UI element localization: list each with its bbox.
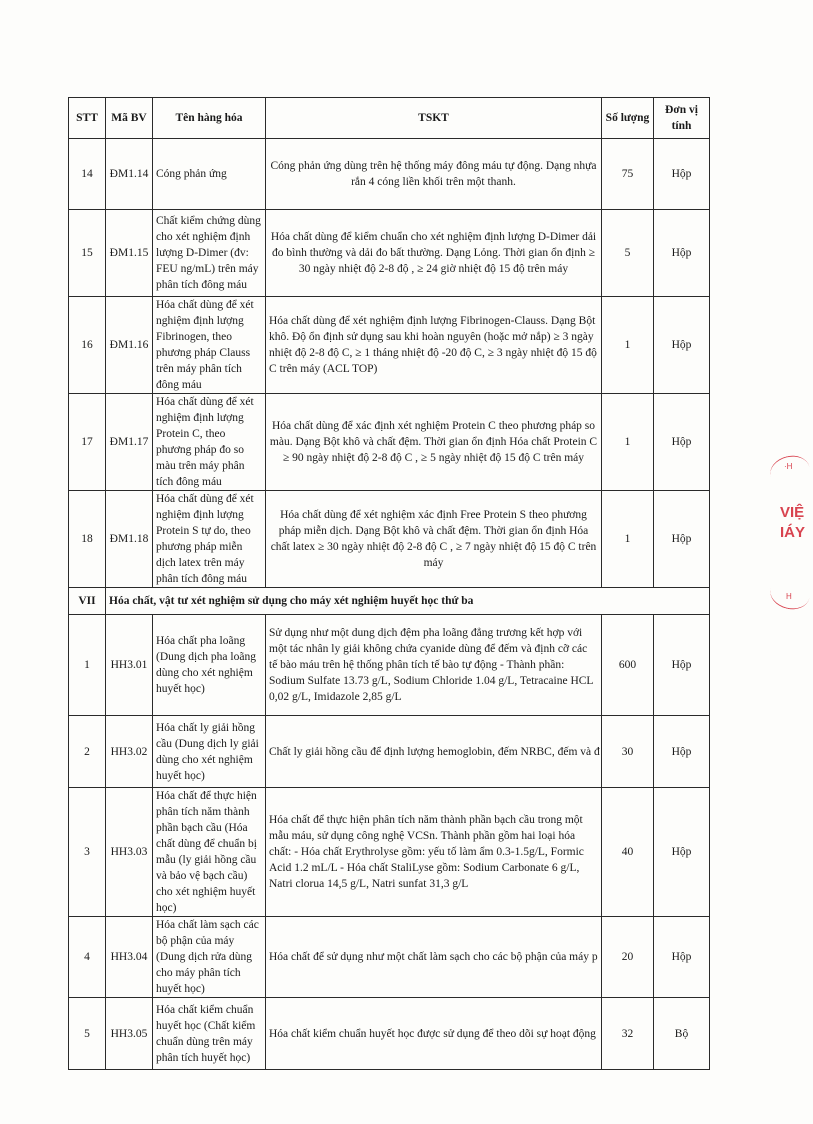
table-row (69, 210, 710, 297)
section-title: Hóa chất, vật tư xét nghiệm sử dụng cho máy xét nghiệm huyết học thứ ba (106, 588, 710, 615)
section-row (69, 588, 710, 615)
cell-ten: Hóa chất dùng để xét nghiệm định lượng Fibrinogen, theo phương pháp Clauss trên máy phân tích đông máu (153, 297, 266, 394)
cell-tskt: Hóa chất kiểm chuẩn huyết học được sử dụng để theo dõi sự hoạt động (266, 998, 602, 1070)
table-header-row (69, 98, 710, 139)
cell-so-luong: 600 (602, 615, 654, 716)
header-ten-hang-hoa: Tên hàng hóa (153, 98, 266, 139)
cell-ma-bv: ĐM1.14 (106, 139, 153, 210)
cell-so-luong: 75 (602, 139, 654, 210)
cell-don-vi: Bộ (654, 998, 710, 1070)
cell-ten: Chất kiểm chứng dùng cho xét nghiệm định lượng D-Dimer (đv: FEU ng/mL) trên máy phân tích đông máu (153, 210, 266, 297)
cell-ten: Hóa chất để thực hiện phân tích năm thành phần bạch cầu (Hóa chất dùng để chuẩn bị mẫu (ly giải hồng cầu và bảo vệ bạch cầu) cho xét nghiệm huyết học) (153, 788, 266, 917)
cell-stt: 18 (69, 491, 106, 588)
header-tskt: TSKT (266, 98, 602, 139)
table-row (69, 297, 710, 394)
cell-tskt: Hóa chất để thực hiện phân tích năm thành phần bạch cầu trong một mẫu máu, sử dụng công nghệ VCSn. Thành phần gồm hai loại hóa chất: - Hóa chất Erythrolyse gồm: yếu tố làm ẩm 0.3-1.5g/L, Formic Acid 1.2 mL/L - Hóa chất StaliLyse gồm: Sodium Carbonate 6 g/L, Natri clorua 14,5 g/L, Natri sunfat 31,3 g/L (266, 788, 602, 917)
cell-ten: Hóa chất kiểm chuẩn huyết học (Chất kiểm chuẩn dùng trên máy phân tích huyết học) (153, 998, 266, 1070)
cell-don-vi: Hộp (654, 139, 710, 210)
cell-ten: Hóa chất dùng để xét nghiệm định lượng Protein C, theo phương pháp đo so màu trên máy phân tích đông máu (153, 394, 266, 491)
cell-tskt: Chất ly giải hồng cầu để định lượng hemoglobin, đếm NRBC, đếm và đ (266, 716, 602, 788)
cell-ten: Hóa chất dùng để xét nghiệm định lượng Protein S tự do, theo phương pháp miễn dịch latex trên máy phân tích đông máu (153, 491, 266, 588)
cell-stt: 1 (69, 615, 106, 716)
cell-ma-bv: HH3.05 (106, 998, 153, 1070)
cell-tskt: Cóng phản ứng dùng trên hệ thống máy đông máu tự động. Dạng nhựa rắn 4 cóng liền khối trên một thanh. (266, 139, 602, 210)
table-row (69, 139, 710, 210)
table-row (69, 998, 710, 1070)
cell-so-luong: 1 (602, 394, 654, 491)
cell-stt: 2 (69, 716, 106, 788)
cell-stt: 15 (69, 210, 106, 297)
table-row (69, 716, 710, 788)
cell-stt: 4 (69, 917, 106, 998)
cell-ma-bv: HH3.03 (106, 788, 153, 917)
cell-don-vi: Hộp (654, 394, 710, 491)
cell-tskt: Hóa chất dùng để xét nghiệm định lượng Fibrinogen-Clauss. Dạng Bột khô. Độ ổn định sử dụng sau khi hoàn nguyên (hoặc mở nắp) ≥ 3 ngày nhiệt độ 2-8 độ C, ≥ 1 tháng nhiệt độ -20 độ C, ≥ 3 ngày nhiệt độ 15 độ C trên máy (ACL TOP) (266, 297, 602, 394)
table-row (69, 917, 710, 998)
cell-ten: Hóa chất pha loãng (Dung dịch pha loãng dùng cho xét nghiệm huyết học) (153, 615, 266, 716)
cell-so-luong: 32 (602, 998, 654, 1070)
stamp-text-line2: IÁY (780, 524, 806, 541)
cell-so-luong: 1 (602, 297, 654, 394)
cell-stt: 14 (69, 139, 106, 210)
header-ma-bv: Mã BV (106, 98, 153, 139)
cell-don-vi: Hộp (654, 297, 710, 394)
cell-so-luong: 5 (602, 210, 654, 297)
cell-ma-bv: HH3.02 (106, 716, 153, 788)
cell-stt: 5 (69, 998, 106, 1070)
cell-so-luong: 30 (602, 716, 654, 788)
cell-ten: Hóa chất làm sạch các bộ phận của máy (Dung dịch rửa dùng cho máy phân tích huyết học) (153, 917, 266, 998)
cell-ten: Hóa chất ly giải hồng cầu (Dung dịch ly giải dùng cho xét nghiệm huyết học) (153, 716, 266, 788)
cell-ten: Cóng phản ứng (153, 139, 266, 210)
stamp-text-bottom: H (786, 592, 792, 601)
stamp-text-top: ·H (784, 462, 793, 471)
stamp-text-line1: VIỆ (780, 504, 805, 521)
table-row (69, 491, 710, 588)
cell-don-vi: Hộp (654, 788, 710, 917)
table-row (69, 615, 710, 716)
cell-don-vi: Hộp (654, 716, 710, 788)
cell-so-luong: 1 (602, 491, 654, 588)
stamp-arc-top (767, 452, 813, 492)
cell-so-luong: 20 (602, 917, 654, 998)
header-so-luong: Số lượng (602, 98, 654, 139)
cell-tskt: Hóa chất dùng để kiểm chuẩn cho xét nghiệm định lượng D-Dimer dải đo bình thường và dải đo bất thường. Dạng Lỏng. Thời gian ổn định ≥ 30 ngày nhiệt độ 2-8 độ , ≥ 24 giờ nhiệt độ 15 độ trên máy (266, 210, 602, 297)
cell-tskt: Hóa chất dùng để xác định xét nghiệm Protein C theo phương pháp so màu. Dạng Bột khô và chất đệm. Thời gian ổn định Hóa chất Protein C ≥ 90 ngày nhiệt độ 2-8 độ C , ≥ 5 ngày nhiệt độ 15 độ C trên máy (266, 394, 602, 491)
cell-don-vi: Hộp (654, 210, 710, 297)
cell-stt: 17 (69, 394, 106, 491)
cell-ma-bv: ĐM1.16 (106, 297, 153, 394)
cell-don-vi: Hộp (654, 491, 710, 588)
cell-tskt: Sử dụng như một dung dịch đệm pha loãng đẳng trương kết hợp với một tác nhân ly giải không chứa cyanide dùng để đếm và định cỡ các tế bào máu trên hệ thống phân tích tế bào tự động - Thành phần: Sodium Sulfate 13.73 g/L, Sodium Chloride 1.04 g/L, Tetracaine HCL 0,02 g/L, Imidazole 2,85 g/L (266, 615, 602, 716)
section-number: VII (69, 588, 106, 615)
cell-stt: 3 (69, 788, 106, 917)
table-row (69, 788, 710, 917)
header-stt: STT (69, 98, 106, 139)
table-row (69, 394, 710, 491)
cell-tskt: Hóa chất dùng để xét nghiệm xác định Free Protein S theo phương pháp miễn dịch. Dạng Bột khô và chất đệm. Thời gian ổn định Hóa chất latex ≥ 30 ngày nhiệt độ 2-8 độ C , ≥ 7 ngày nhiệt độ 15 độ C trên máy (266, 491, 602, 588)
cell-ma-bv: ĐM1.18 (106, 491, 153, 588)
cell-tskt: Hóa chất để sử dụng như một chất làm sạch cho các bộ phận của máy p (266, 917, 602, 998)
cell-don-vi: Hộp (654, 615, 710, 716)
cell-don-vi: Hộp (654, 917, 710, 998)
header-don-vi-tinh: Đơn vị tính (654, 98, 710, 139)
red-stamp (760, 450, 806, 620)
product-table (68, 97, 710, 1070)
cell-ma-bv: HH3.01 (106, 615, 153, 716)
cell-ma-bv: ĐM1.15 (106, 210, 153, 297)
cell-ma-bv: ĐM1.17 (106, 394, 153, 491)
cell-stt: 16 (69, 297, 106, 394)
cell-ma-bv: HH3.04 (106, 917, 153, 998)
cell-so-luong: 40 (602, 788, 654, 917)
